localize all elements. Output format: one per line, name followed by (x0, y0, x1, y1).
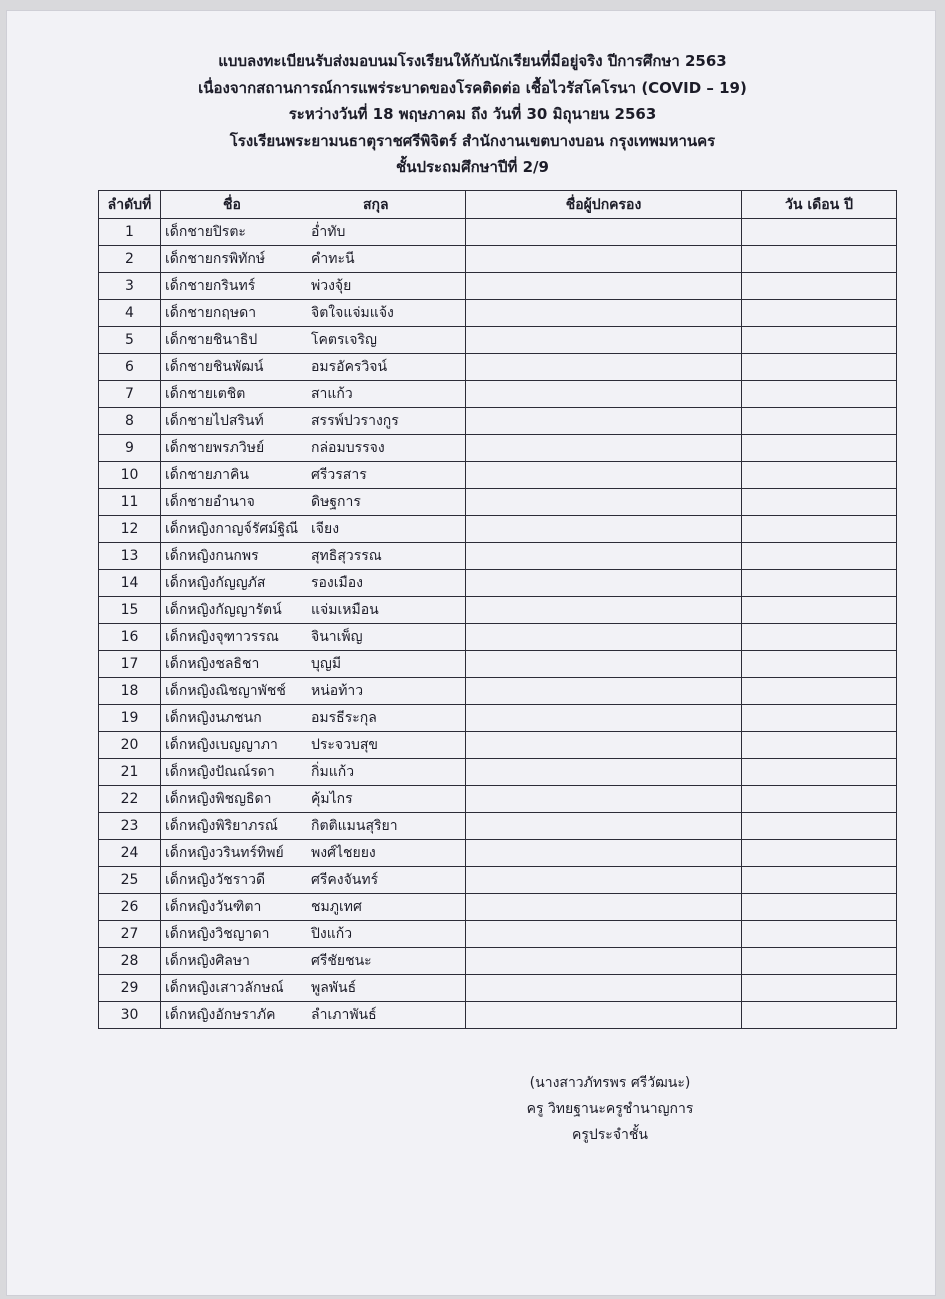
date-cell[interactable] (742, 516, 897, 543)
student-last-name: ศรีคงจันทร์ (311, 872, 379, 888)
date-cell[interactable] (742, 327, 897, 354)
student-name (161, 327, 466, 354)
guardian-name-cell[interactable] (466, 840, 742, 867)
student-first-name: เด็กหญิงกาญจ์รัศม์ฐิณี (165, 521, 299, 537)
table-body (99, 219, 897, 1029)
student-first-name: เด็กหญิงวัชราวดี (165, 872, 266, 888)
table-row (99, 381, 897, 408)
date-cell[interactable] (742, 759, 897, 786)
student-first-name: เด็กหญิงชลธิชา (165, 656, 260, 672)
student-first-name: เด็กชายพรภวิษย์ (165, 440, 265, 456)
table-row (99, 435, 897, 462)
table-row (99, 867, 897, 894)
student-last-name: ศรีวรสาร (311, 467, 367, 483)
date-cell[interactable] (742, 975, 897, 1002)
student-name (161, 597, 466, 624)
date-cell[interactable] (742, 300, 897, 327)
student-last-name: พ่วงจุ้ย (311, 278, 352, 294)
student-name (161, 894, 466, 921)
student-first-name: เด็กชายเตชิต (165, 386, 246, 402)
student-first-name: เด็กชายชินาธิป (165, 332, 258, 348)
student-last-name: ศรีชัยชนะ (311, 953, 372, 969)
table-row (99, 651, 897, 678)
date-cell[interactable] (742, 489, 897, 516)
student-name (161, 813, 466, 840)
row-number: 6 (99, 354, 161, 381)
row-number: 8 (99, 408, 161, 435)
date-cell[interactable] (742, 732, 897, 759)
date-cell[interactable] (742, 651, 897, 678)
table-row (99, 705, 897, 732)
row-number: 10 (99, 462, 161, 489)
table-row (99, 327, 897, 354)
student-name (161, 435, 466, 462)
table-row (99, 219, 897, 246)
date-cell[interactable] (742, 840, 897, 867)
student-last-name: คุ้มไกร (311, 791, 353, 807)
student-last-name: สาแก้ว (311, 386, 353, 402)
student-first-name: เด็กหญิงพิริยาภรณ์ (165, 818, 278, 834)
table-row (99, 489, 897, 516)
student-first-name: เด็กหญิงณิชญาพัชช์ (165, 683, 286, 699)
guardian-name-cell[interactable] (466, 597, 742, 624)
student-first-name: เด็กชายปิรตะ (165, 224, 246, 240)
student-name (161, 408, 466, 435)
row-number: 5 (99, 327, 161, 354)
signature-role: ครูประจำชั้น (572, 1127, 648, 1143)
date-cell[interactable] (742, 219, 897, 246)
date-cell[interactable] (742, 894, 897, 921)
student-name (161, 570, 466, 597)
student-name (161, 1002, 466, 1029)
student-first-name: เด็กชายกรินทร์ (165, 278, 256, 294)
header-name (161, 191, 466, 219)
student-last-name: คำทะนี (311, 251, 355, 267)
student-name (161, 246, 466, 273)
guardian-name-cell[interactable] (466, 786, 742, 813)
student-last-name: ชมภูเทศ (311, 899, 362, 915)
student-name (161, 867, 466, 894)
guardian-name-cell[interactable] (466, 327, 742, 354)
student-name (161, 948, 466, 975)
table-row (99, 759, 897, 786)
student-last-name: โคตรเจริญ (311, 332, 377, 348)
table-row (99, 678, 897, 705)
date-cell[interactable] (742, 354, 897, 381)
row-number: 22 (99, 786, 161, 813)
student-name (161, 786, 466, 813)
date-cell[interactable] (742, 624, 897, 651)
student-last-name: สรรพ์ปวรางกูร (311, 413, 399, 429)
student-name (161, 462, 466, 489)
table-row (99, 516, 897, 543)
date-cell[interactable] (742, 705, 897, 732)
student-first-name: เด็กหญิงปัณณ์รดา (165, 764, 275, 780)
guardian-name-cell[interactable] (466, 813, 742, 840)
student-first-name: เด็กชายชินพัฒน์ (165, 359, 264, 375)
student-name (161, 921, 466, 948)
student-name (161, 219, 466, 246)
table-row (99, 975, 897, 1002)
table-row (99, 408, 897, 435)
student-first-name: เด็กหญิงวิชญาดา (165, 926, 270, 942)
row-number: 11 (99, 489, 161, 516)
date-cell[interactable] (742, 462, 897, 489)
student-first-name: เด็กหญิงศิลษา (165, 953, 250, 969)
student-name (161, 300, 466, 327)
row-number: 26 (99, 894, 161, 921)
student-name (161, 273, 466, 300)
row-number: 19 (99, 705, 161, 732)
student-last-name: ดิษฐการ (311, 494, 361, 510)
student-first-name: เด็กหญิงกัญญภัส (165, 575, 266, 591)
table-row (99, 273, 897, 300)
date-cell[interactable] (742, 867, 897, 894)
student-last-name: ลำเภาพันธ์ (311, 1007, 377, 1023)
student-name (161, 624, 466, 651)
table-row (99, 894, 897, 921)
row-number: 23 (99, 813, 161, 840)
student-name (161, 543, 466, 570)
student-last-name: แจ่มเหมือน (311, 602, 379, 618)
guardian-name-cell[interactable] (466, 462, 742, 489)
guardian-name-cell[interactable] (466, 516, 742, 543)
guardian-name-cell[interactable] (466, 300, 742, 327)
date-cell[interactable] (742, 786, 897, 813)
student-first-name: เด็กหญิงนภชนก (165, 710, 262, 726)
student-name (161, 516, 466, 543)
date-cell[interactable] (742, 813, 897, 840)
title-line-3: ระหว่างวันที่ 18 พฤษภาคม ถึง วันที่ 30 มิถุนายน 2563 (288, 105, 657, 123)
student-first-name: เด็กหญิงพิชญธิดา (165, 791, 272, 807)
table-row (99, 732, 897, 759)
student-last-name: กิ่มแก้ว (311, 764, 355, 780)
student-first-name: เด็กหญิงกนกพร (165, 548, 259, 564)
student-first-name: เด็กหญิงเบญญาภา (165, 737, 278, 753)
title-line-1: แบบลงทะเบียนรับส่งมอบนมโรงเรียนให้กับนักเรียนที่มีอยู่จริง ปีการศึกษา 2563 (218, 52, 727, 70)
row-number: 16 (99, 624, 161, 651)
student-last-name: ประจวบสุข (311, 737, 378, 753)
student-name (161, 705, 466, 732)
title-line-4: โรงเรียนพระยามนธาตุราชศรีพิจิตร์ สำนักงานเขตบางบอน กรุงเทพมหานคร (229, 131, 716, 150)
date-cell[interactable] (742, 921, 897, 948)
guardian-name-cell[interactable] (466, 921, 742, 948)
table-row (99, 786, 897, 813)
guardian-name-cell[interactable] (466, 408, 742, 435)
document-header (0, 48, 945, 181)
date-cell[interactable] (742, 597, 897, 624)
student-last-name: พูลพันธ์ (311, 980, 357, 996)
guardian-name-cell[interactable] (466, 948, 742, 975)
student-name (161, 381, 466, 408)
student-name (161, 840, 466, 867)
row-number: 25 (99, 867, 161, 894)
date-cell[interactable] (742, 408, 897, 435)
row-number: 17 (99, 651, 161, 678)
guardian-name-cell[interactable] (466, 489, 742, 516)
row-number: 9 (99, 435, 161, 462)
guardian-name-cell[interactable] (466, 975, 742, 1002)
guardian-name-cell[interactable] (466, 678, 742, 705)
student-last-name: กิตติแมนสุริยา (311, 818, 398, 834)
student-name (161, 759, 466, 786)
student-name (161, 354, 466, 381)
guardian-name-cell[interactable] (466, 381, 742, 408)
row-number: 15 (99, 597, 161, 624)
guardian-name-cell[interactable] (466, 435, 742, 462)
student-name (161, 651, 466, 678)
guardian-name-cell[interactable] (466, 651, 742, 678)
row-number: 21 (99, 759, 161, 786)
signature-block (500, 1070, 720, 1148)
row-number: 30 (99, 1002, 161, 1029)
table-row (99, 921, 897, 948)
table-row (99, 300, 897, 327)
header-last-name: สกุล (363, 196, 389, 213)
student-last-name: สุทธิสุวรรณ (311, 548, 382, 564)
student-first-name: เด็กหญิงอักษราภัค (165, 1007, 276, 1023)
student-last-name: อ่ำทับ (311, 224, 346, 240)
row-number: 12 (99, 516, 161, 543)
student-last-name: รองเมือง (311, 575, 364, 591)
table-row (99, 1002, 897, 1029)
student-last-name: พงศ์ไชยยง (311, 845, 376, 861)
student-last-name: หน่อท้าว (311, 683, 364, 699)
guardian-name-cell[interactable] (466, 759, 742, 786)
student-last-name: กล่อมบรรจง (311, 440, 385, 456)
student-name (161, 975, 466, 1002)
row-number: 18 (99, 678, 161, 705)
date-cell[interactable] (742, 273, 897, 300)
table-row (99, 813, 897, 840)
student-first-name: เด็กชายไปสรินท์ (165, 413, 264, 429)
table-row (99, 948, 897, 975)
row-number: 20 (99, 732, 161, 759)
student-last-name: จิตใจแจ่มแจ้ง (311, 305, 394, 321)
date-cell[interactable] (742, 948, 897, 975)
row-number: 1 (99, 219, 161, 246)
date-cell[interactable] (742, 678, 897, 705)
guardian-name-cell[interactable] (466, 273, 742, 300)
student-name (161, 678, 466, 705)
student-first-name: เด็กชายกรพิทักษ์ (165, 251, 266, 267)
table-row (99, 597, 897, 624)
signature-name: (นางสาวภัทรพร ศรีวัฒนะ) (529, 1075, 691, 1091)
student-last-name: เจียง (311, 521, 340, 537)
table-row (99, 570, 897, 597)
guardian-name-cell[interactable] (466, 732, 742, 759)
guardian-name-cell[interactable] (466, 543, 742, 570)
student-first-name: เด็กชายกฤษดา (165, 305, 257, 321)
guardian-name-cell[interactable] (466, 246, 742, 273)
guardian-name-cell[interactable] (466, 894, 742, 921)
row-number: 7 (99, 381, 161, 408)
student-first-name: เด็กหญิงเสาวลักษณ์ (165, 980, 284, 996)
guardian-name-cell[interactable] (466, 1002, 742, 1029)
table-row (99, 462, 897, 489)
date-cell[interactable] (742, 1002, 897, 1029)
guardian-name-cell[interactable] (466, 705, 742, 732)
student-first-name: เด็กหญิงจุฑาวรรณ (165, 629, 279, 645)
student-last-name: อมรธีระกุล (311, 710, 377, 726)
row-number: 2 (99, 246, 161, 273)
student-last-name: จินาเพ็ญ (311, 629, 363, 645)
student-first-name: เด็กหญิงวันฑิตา (165, 899, 262, 915)
table-row (99, 624, 897, 651)
guardian-name-cell[interactable] (466, 624, 742, 651)
student-first-name: เด็กหญิงกัญญารัตน์ (165, 602, 282, 618)
student-name (161, 732, 466, 759)
date-cell[interactable] (742, 381, 897, 408)
registration-table-wrap (98, 190, 897, 1029)
table-header-row (99, 191, 897, 219)
guardian-name-cell[interactable] (466, 219, 742, 246)
header-date: วัน เดือน ปี (742, 191, 897, 219)
date-cell[interactable] (742, 435, 897, 462)
table-row (99, 840, 897, 867)
student-last-name: ปิงแก้ว (311, 926, 353, 942)
date-cell[interactable] (742, 570, 897, 597)
header-no: ลำดับที่ (99, 191, 161, 219)
registration-table (98, 190, 897, 1029)
header-first-name: ชื่อ (223, 196, 241, 213)
student-first-name: เด็กชายอำนาจ (165, 494, 255, 510)
row-number: 27 (99, 921, 161, 948)
header-guardian: ชื่อผู้ปกครอง (466, 191, 742, 219)
row-number: 24 (99, 840, 161, 867)
student-last-name: บุญมี (311, 656, 342, 672)
date-cell[interactable] (742, 543, 897, 570)
title-line-5: ชั้นประถมศึกษาปีที่ 2/9 (396, 158, 549, 176)
guardian-name-cell[interactable] (466, 570, 742, 597)
student-name (161, 489, 466, 516)
student-first-name: เด็กหญิงวรินทร์ทิพย์ (165, 845, 284, 861)
table-row (99, 354, 897, 381)
table-row (99, 246, 897, 273)
row-number: 28 (99, 948, 161, 975)
row-number: 14 (99, 570, 161, 597)
date-cell[interactable] (742, 246, 897, 273)
table-row (99, 543, 897, 570)
student-last-name: อมรอัครวิจน์ (311, 359, 388, 375)
guardian-name-cell[interactable] (466, 354, 742, 381)
row-number: 3 (99, 273, 161, 300)
row-number: 13 (99, 543, 161, 570)
row-number: 29 (99, 975, 161, 1002)
row-number: 4 (99, 300, 161, 327)
signature-position: ครู วิทยฐานะครูชำนาญการ (526, 1101, 694, 1117)
title-line-2: เนื่องจากสถานการณ์การแพร่ระบาดของโรคติดต่อ เชื้อไวรัสโคโรนา (COVID – 19) (198, 78, 747, 97)
guardian-name-cell[interactable] (466, 867, 742, 894)
student-first-name: เด็กชายภาคิน (165, 467, 249, 483)
